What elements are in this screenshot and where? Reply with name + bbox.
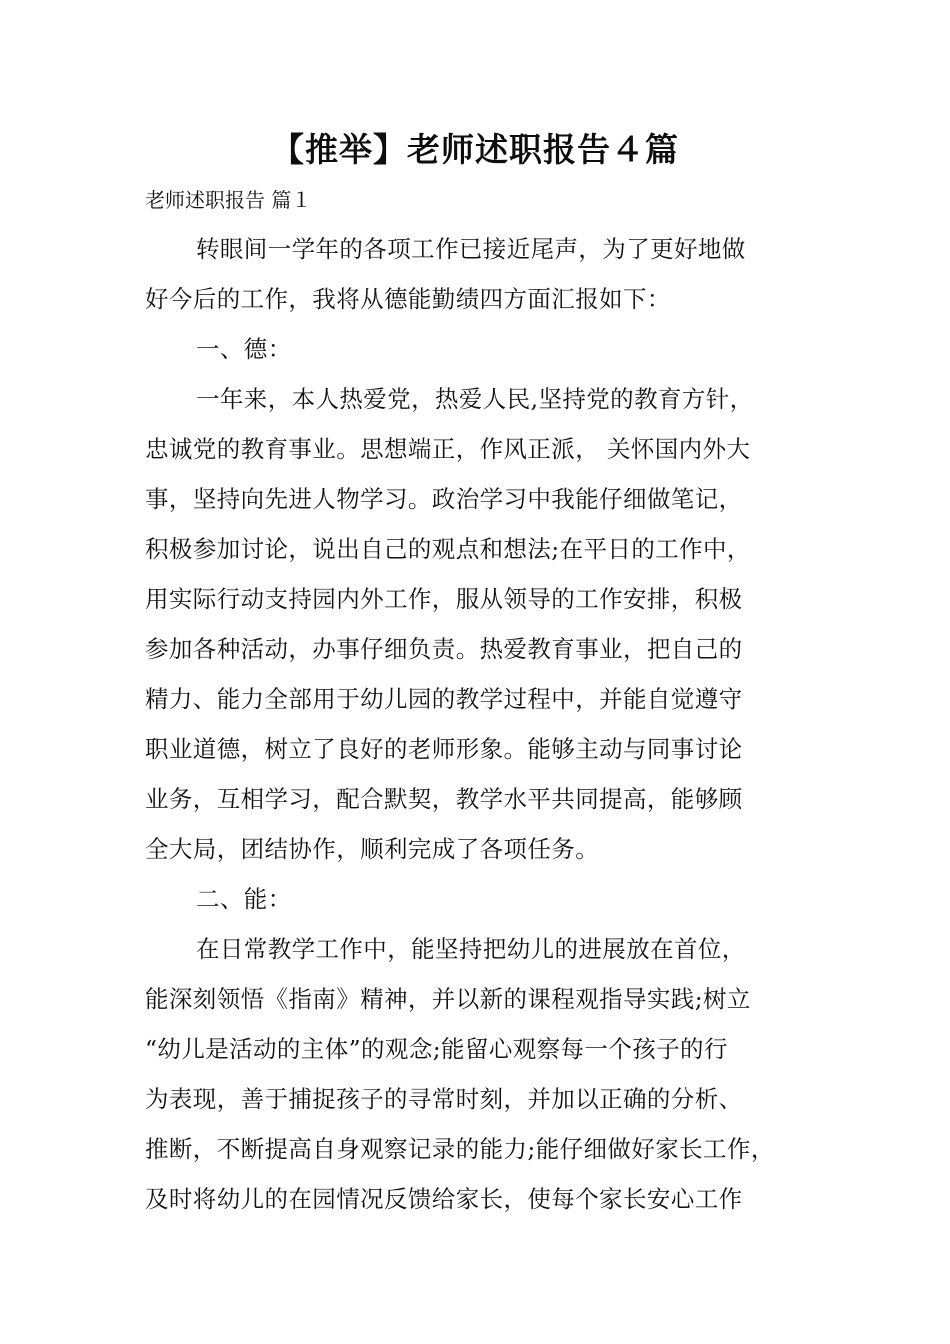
body-line: 在日常教学工作中，能坚持把幼儿的进展放在首位， xyxy=(196,935,746,963)
body-line: 推断，不断提高自身观察记录的能力;能仔细做好家长工作， xyxy=(145,1135,775,1163)
body-line: 职业道德，树立了良好的老师形象。能够主动与同事讨论 xyxy=(145,735,743,763)
body-line: 能深刻领悟《指南》精神，并以新的课程观指导实践;树立 xyxy=(145,985,751,1013)
body-line: 一年来，本人热爱党，热爱人民,坚持党的教育方针， xyxy=(196,385,754,413)
body-line: 及时将幼儿的在园情况反馈给家长，使每个家长安心工作 xyxy=(145,1185,743,1213)
body-line: 参加各种活动，办事仔细负责。热爱教育事业，把自己的 xyxy=(145,635,743,663)
body-line: 好今后的工作，我将从德能勤绩四方面汇报如下： xyxy=(145,285,671,313)
body-line: 精力、能力全部用于幼儿园的教学过程中，并能自觉遵守 xyxy=(145,685,743,713)
body-line: “幼儿是活动的主体”的观念;能留心观察每一个孩子的行 xyxy=(145,1035,728,1063)
section-heading: 二、能： xyxy=(196,885,292,913)
body-line: 忠诚党的教育事业。思想端正，作风正派， 关怀国内外大 xyxy=(145,435,751,463)
body-line: 事，坚持向先进人物学习。政治学习中我能仔细做笔记， xyxy=(145,485,743,513)
body-line: 积极参加讨论，说出自己的观点和想法;在平日的工作中， xyxy=(145,535,751,563)
body-line: 为表现，善于捕捉孩子的寻常时刻，并加以正确的分析、 xyxy=(145,1085,743,1113)
body-line: 业务，互相学习，配合默契，教学水平共同提高，能够顾 xyxy=(145,785,743,813)
document-subtitle: 老师述职报告 篇１ xyxy=(145,188,312,212)
body-line: 用实际行动支持园内外工作，服从领导的工作安排，积极 xyxy=(145,585,743,613)
document-title: 【推举】老师述职报告４篇 xyxy=(271,130,679,169)
body-line: 全大局，团结协作，顺利完成了各项任务。 xyxy=(145,835,600,863)
body-line: 转眼间一学年的各项工作已接近尾声，为了更好地做 xyxy=(196,235,746,263)
section-heading: 一、德： xyxy=(196,335,292,363)
